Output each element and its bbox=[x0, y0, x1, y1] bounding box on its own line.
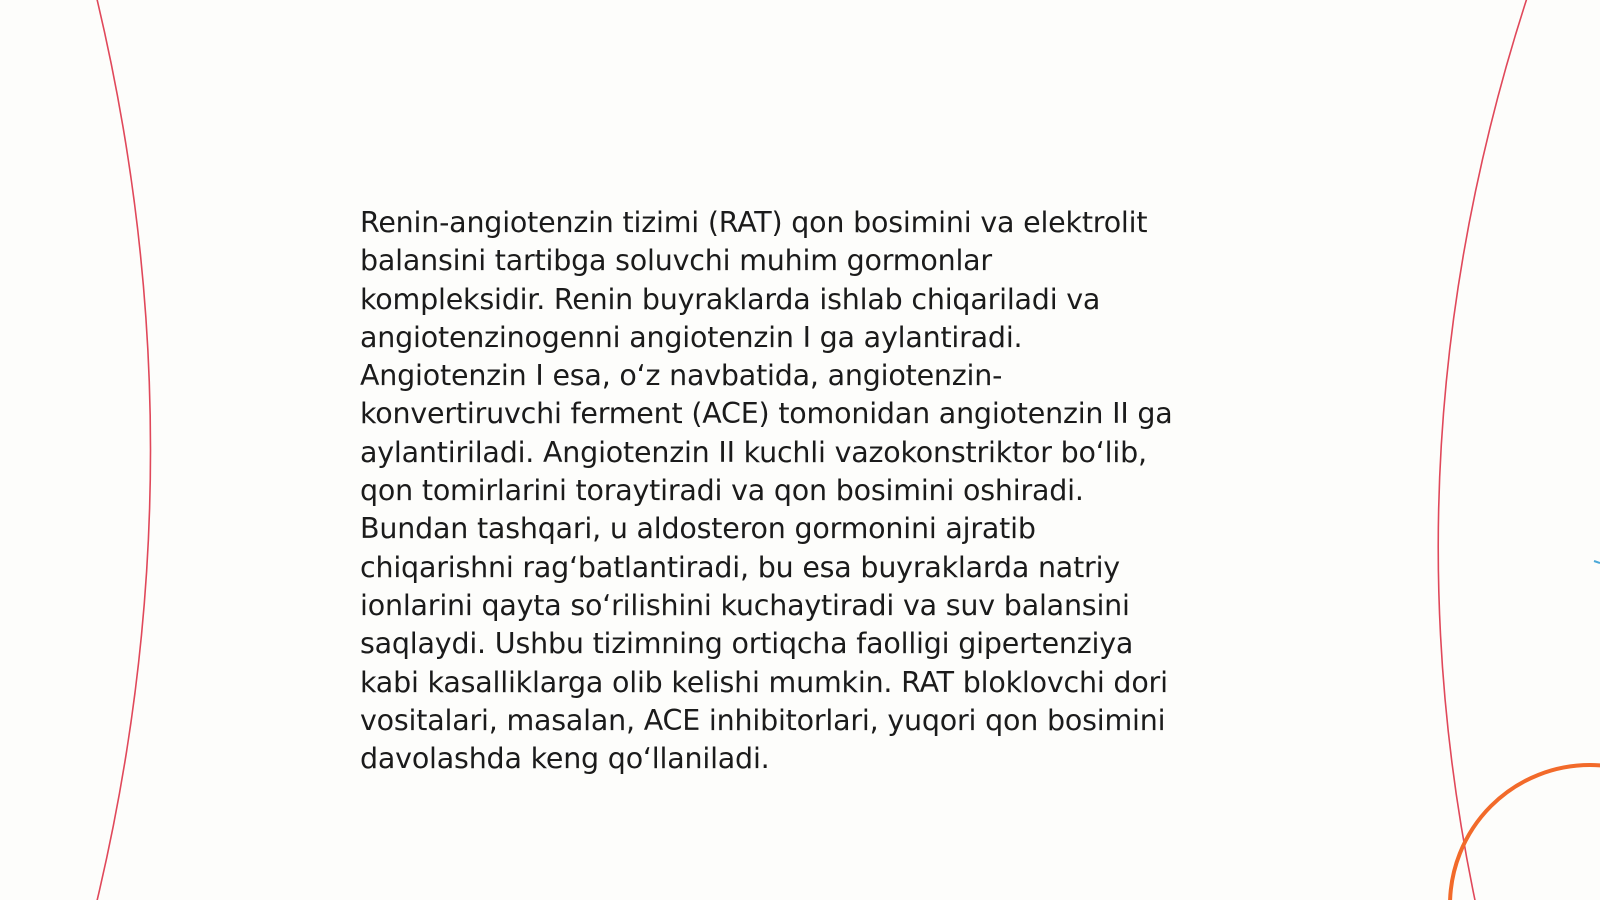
body-line: Angiotenzin I esa, oʻz navbatida, angiotenzin- bbox=[360, 359, 1003, 393]
orange-arc-decoration bbox=[1450, 765, 1600, 900]
body-line: konvertiruvchi ferment (ACE) tomonidan angiotenzin II ga bbox=[360, 397, 1173, 431]
body-line: balansini tartibga soluvchi muhim gormonlar bbox=[360, 244, 992, 278]
body-line: chiqarishni ragʻbatlantiradi, bu esa buyraklarda natriy bbox=[360, 550, 1120, 584]
body-line: vositalari, masalan, ACE inhibitorlari, yuqori qon bosimini bbox=[360, 703, 1166, 737]
body-line: saqlaydi. Ushbu tizimning ortiqcha faolligi gipertenziya bbox=[360, 627, 1134, 661]
body-line: qon tomirlarini toraytiradi va qon bosimini oshiradi. bbox=[360, 474, 1084, 508]
right-curve-line bbox=[1438, 0, 1528, 900]
body-line: angiotenzinogenni angiotenzin I ga aylantiradi. bbox=[360, 320, 1023, 354]
left-curve-line bbox=[96, 0, 151, 900]
slide-body-text bbox=[360, 204, 1240, 778]
body-line: Renin-angiotenzin tizimi (RAT) qon bosimini va elektrolit bbox=[360, 206, 1148, 239]
body-line: kabi kasalliklarga olib kelishi mumkin. RAT bloklovchi dori bbox=[360, 665, 1168, 699]
body-line: aylantiriladi. Angiotenzin II kuchli vazokonstriktor boʻlib, bbox=[360, 435, 1147, 469]
body-line: ionlarini qayta soʻrilishini kuchaytiradi va suv balansini bbox=[360, 588, 1130, 622]
blue-accent-mark bbox=[1594, 561, 1600, 563]
body-line: kompleksidir. Renin buyraklarda ishlab chiqariladi va bbox=[360, 282, 1101, 316]
body-line: davolashda keng qoʻllaniladi. bbox=[360, 742, 770, 776]
body-line: Bundan tashqari, u aldosteron gormonini ajratib bbox=[360, 512, 1036, 546]
